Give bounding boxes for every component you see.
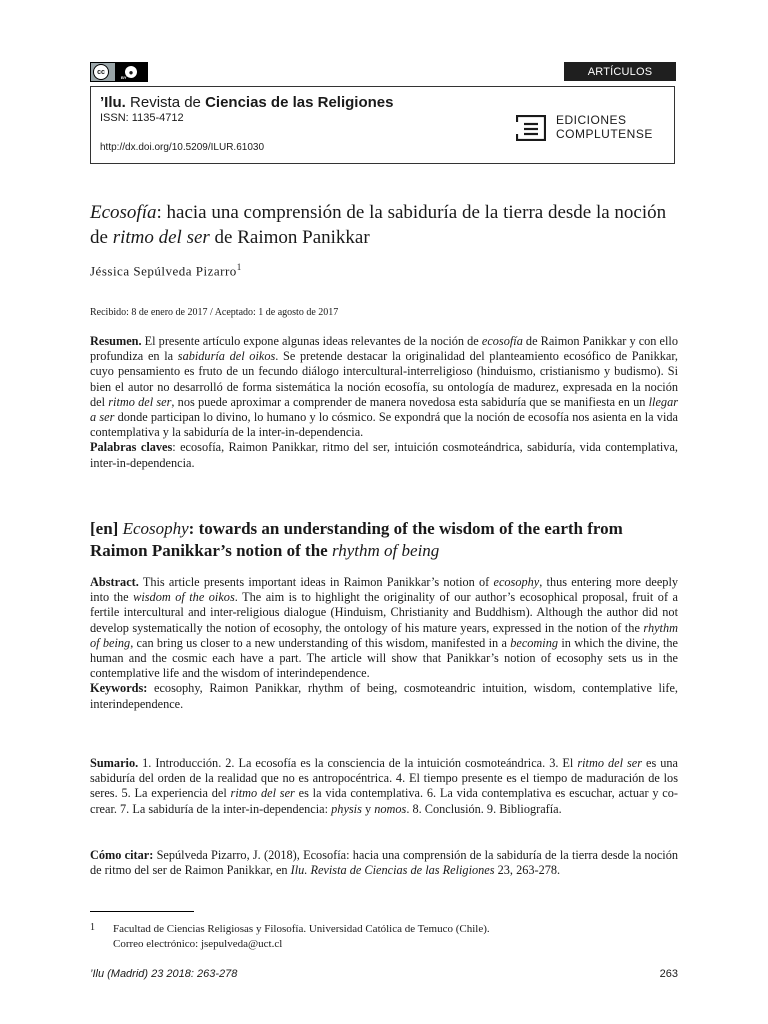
publisher-logo-icon [516, 115, 546, 141]
resumen-paragraph [90, 334, 678, 471]
keywords-text: ecosophy, Raimon Panikkar, rhythm of being, cosmoteandric intuition, wisdom, contemplative life, interindependence. [90, 681, 678, 711]
publisher-line2: COMPLUTENSE [556, 127, 653, 141]
footnote-divider [90, 911, 194, 912]
cc-by-block [115, 63, 147, 81]
sumario-italic: ritmo del ser [577, 756, 643, 770]
page-number: 263 [659, 968, 678, 980]
citation-text: Sepúlveda Pizarro, J. (2018), Ecosofía: hacia una comprensión de la sabiduría de la tierra desde la noción de ritmo del ser de Raimon Panikkar, en [90, 848, 678, 878]
cc-by-label: BY [121, 75, 127, 80]
sumario-italic: ritmo del ser [230, 786, 295, 801]
abstract-text: , thus entering more deeply into the [90, 575, 679, 605]
title-es-part1: : hacia una comprensión de la sabiduría de la tierra desde la noción de [90, 202, 667, 248]
author-footnote-ref[interactable]: 1 [236, 262, 242, 272]
sumario-label: Sumario. [90, 756, 139, 770]
citation-text: 23, 263-278. [494, 863, 561, 878]
resumen-text: . Se pretende destacar la originalidad del planteamiento ecosófico de Panikkar, cuyo pensamiento es fruto de un fecundo diálogo intercultural-interreligioso (hinduismo, cristianismo y budismo). Si bien el autor no desarrolló de forma sistemática la noción ecosofía, su ontología de madurez, expresada en la noción del [90, 349, 678, 409]
citation-paragraph [90, 848, 678, 878]
publisher-name [556, 113, 653, 141]
resumen-italic: ritmo del ser [108, 394, 172, 409]
sumario-text: 1. Introducción. 2. La ecosofía es la consciencia de la intuición cosmoteándrica. 3. El [138, 756, 578, 770]
resumen-text: donde participan lo divino, lo humano y lo cósmico. Se expondrá que la noción de ecosofía nos asienta en la vida contemplativa y la sabiduría de la inter-in-dependencia. [90, 410, 678, 440]
journal-title [100, 94, 393, 111]
abstract-italic: becoming [510, 635, 559, 650]
resumen-italic: llegar a ser [90, 394, 678, 425]
palabras-claves-label: Palabras claves [90, 440, 173, 455]
resumen-text: de Raimon Panikkar y con ello profundiza en la [90, 334, 678, 364]
abstract-italic: wisdom of the oikos [133, 590, 235, 605]
citation-italic: Ilu. Revista de Ciencias de las Religiones [290, 863, 495, 878]
article-title-es [90, 200, 680, 250]
running-footer [90, 968, 237, 980]
abstract-label: Abstract. [90, 575, 139, 589]
sumario-text: es una sabiduría del orden de la realidad que no es antropocéntrica. 4. El tiempo presente es el tiempo de maduración de los seres. 5. La experiencia del [90, 756, 678, 801]
journal-name: Ciencias de las Religiones [205, 94, 394, 111]
title-es-italic1: Ecosofía [90, 202, 157, 223]
issn: ISSN: 1135-4712 [100, 112, 184, 124]
abstract-italic: ecosophy [493, 575, 540, 589]
resumen-italic: sabiduría del oikos [177, 349, 276, 364]
resumen-label: Resumen. [90, 334, 142, 348]
footnote-text [113, 922, 490, 952]
abstract-italic: rhythm of being [90, 620, 678, 650]
footnote-mark: 1 [90, 922, 95, 933]
received-accepted-dates: Recibido: 8 de enero de 2017 / Aceptado: 1 de agosto de 2017 [90, 307, 339, 318]
journal-middle: Revista de [130, 94, 201, 111]
sumario-text: . 8. Conclusión. 9. Bibliografía. [406, 801, 562, 816]
abstract-paragraph [90, 575, 678, 712]
title-en-italic1: Ecosophy [122, 519, 189, 538]
cc-icon: cc [93, 64, 109, 80]
title-en-part1: : towards an understanding of the wisdom of the earth from Raimon Panikkar’s notion of the [90, 519, 623, 560]
resumen-italic: ecosofía [481, 334, 523, 348]
sumario-text: y [361, 801, 375, 816]
author [90, 262, 242, 279]
footer-citation: ’Ilu (Madrid) 23 2018: 263-278 [90, 968, 238, 980]
resumen-text: El presente artículo expone algunas ideas relevantes de la noción de [141, 334, 482, 348]
abstract-text: This article presents important ideas in Raimon Panikkar’s notion of [138, 575, 494, 589]
keywords-label: Keywords: [90, 681, 148, 696]
abstract-text: . The aim is to highlight the originality of our author’s ecosophical proposal, fruit of a fertile intercultural and inter-religious dialogue (Hinduism, Christianity and Buddhism). Although the author did not develop systematically the notion of ecosophy, the ontology of his mature years, expressed in the notion of the [90, 590, 678, 635]
section-label: ARTÍCULOS [564, 62, 676, 81]
doi-link[interactable]: http://dx.doi.org/10.5209/ILUR.61030 [100, 142, 265, 153]
sumario-italic: physis [331, 801, 362, 816]
resumen-text: , nos puede aproximar a comprender de manera novedosa esta sabiduría que se manifiesta en un [171, 394, 649, 409]
footnote-email[interactable]: Correo electrónico: jsepulveda@uct.cl [113, 938, 283, 950]
abstract-text: in which the divine, the human and the cosmic each have a part. The article will show that Panikkar’s notion of ecosophy sets us in the contemplative life and the wisdom of interindependence. [90, 635, 678, 681]
title-en-italic2: rhythm of being [331, 541, 440, 560]
sumario-italic: nomos [374, 801, 407, 816]
cc-license-badge [90, 62, 148, 82]
title-es-italic2: ritmo del ser [112, 227, 210, 248]
footnote-affiliation: Facultad de Ciencias Religiosas y Filosofía. Universidad Católica de Temuco (Chile). [113, 923, 490, 935]
sumario-text: es la vida contemplativa. 6. La vida contemplativa es escuchar, actuar y co-crear. 7. La sabiduría de la inter-in-dependencia: [90, 786, 678, 816]
article-title-en [90, 518, 680, 562]
sumario-paragraph [90, 756, 678, 817]
title-es-part2: de Raimon Panikkar [209, 227, 370, 248]
citation-label: Cómo citar: [90, 848, 154, 862]
person-icon: ● [125, 66, 137, 78]
journal-prefix: ’Ilu. [100, 94, 126, 111]
title-en-prefix: [en] [90, 519, 123, 538]
abstract-text: , can bring us closer to a new understanding of this wisdom, manifested in a [130, 635, 511, 650]
palabras-claves-text: : ecosofía, Raimon Panikkar, ritmo del ser, intuición cosmoteándrica, sabiduría, vida contemplativa, inter-in-dependencia. [90, 440, 678, 470]
author-name: Jéssica Sepúlveda Pizarro [90, 263, 237, 279]
publisher-line1: EDICIONES [556, 113, 627, 127]
